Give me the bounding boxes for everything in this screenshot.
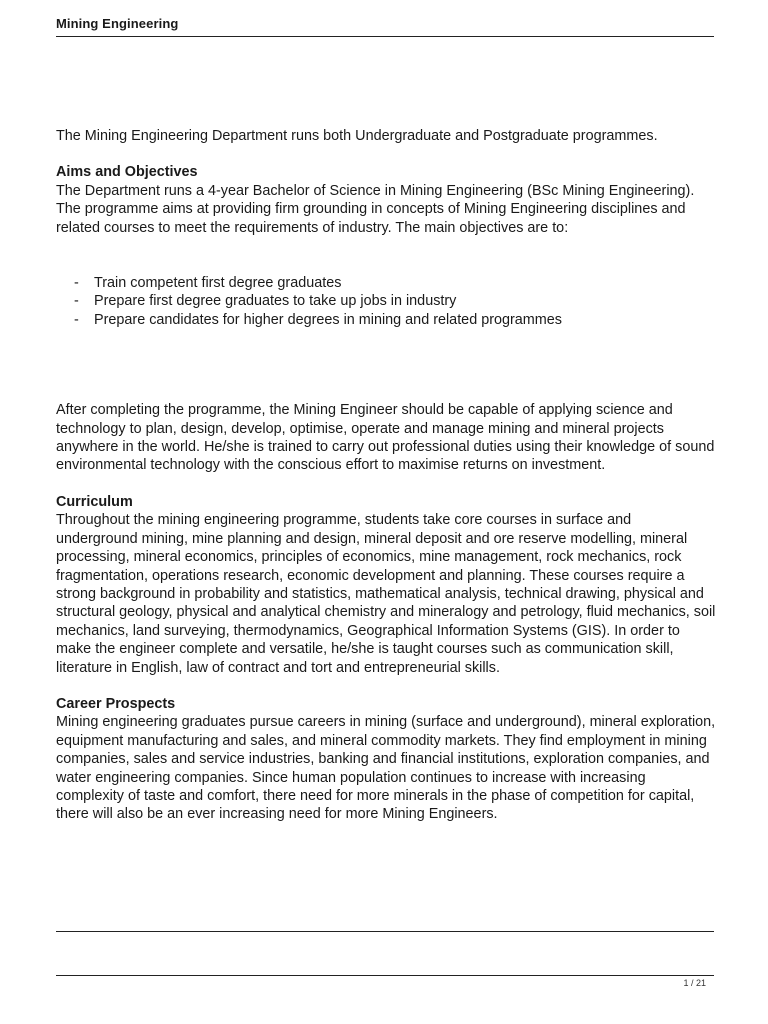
content-bottom-rule bbox=[56, 931, 714, 932]
list-item-text: Prepare first degree graduates to take up jobs in industry bbox=[94, 293, 457, 310]
running-header-title: Mining Engineering bbox=[56, 16, 179, 31]
after-programme-paragraph: After completing the programme, the Mining Engineer should be capable of applying science and technology to plan, design, develop, optimise, operate and manage mining and mineral projects anywhere in the world. He/she is trained to carry out professional duties using their knowledge of sound environmental technology with the conscious effort to maximise returns on investment. bbox=[56, 402, 715, 474]
list-item bbox=[74, 311, 716, 329]
aims-heading: Aims and Objectives bbox=[56, 164, 198, 181]
footer-rule bbox=[56, 975, 714, 976]
spacer bbox=[56, 237, 716, 274]
page-content bbox=[56, 127, 716, 824]
list-item-text: Prepare candidates for higher degrees in mining and related programmes bbox=[94, 311, 562, 328]
list-item bbox=[74, 292, 716, 310]
objectives-list bbox=[56, 274, 716, 329]
career-heading: Career Prospects bbox=[56, 695, 176, 712]
list-item-text: Train competent first degree graduates bbox=[94, 275, 342, 292]
running-header bbox=[56, 14, 714, 37]
career-paragraph: Mining engineering graduates pursue careers in mining (surface and underground), mineral exploration, equipment manufacturing and sales, and mineral commodity markets. They find employment in mining companies, sales and service industries, banking and financial institutions, exploration companies, and water engineering companies. Since human population continues to increase with increasing complexity of taste and comfort, there need for more minerals in the phase of competition for capital, there will also be an ever increasing need for more Mining Engineers. bbox=[56, 714, 716, 823]
list-dash: - bbox=[74, 293, 79, 310]
page-number: 1 / 21 bbox=[683, 978, 706, 988]
intro-paragraph: The Mining Engineering Department runs both Undergraduate and Postgraduate programmes. bbox=[56, 128, 658, 144]
spacer bbox=[56, 329, 716, 401]
list-dash: - bbox=[74, 275, 79, 292]
curriculum-heading: Curriculum bbox=[56, 493, 133, 510]
spacer bbox=[56, 677, 716, 695]
aims-paragraph: The Department runs a 4-year Bachelor of Science in Mining Engineering (BSc Mining Engineering). The programme aims at providing firm grounding in concepts of Mining Engineering disciplines and related courses to meet the requirements of industry. The main objectives are to: bbox=[56, 182, 695, 236]
curriculum-paragraph: Throughout the mining engineering programme, students take core courses in surface and underground mining, mine planning and design, mineral deposit and ore reserve modelling, mineral processing, mineral economics, principles of economics, mine management, rock mechanics, rock fragmentation, operations research, economic development and planning. These courses require a strong background in probability and statistics, mathematical analysis, technical drawing, physical and structural geology, physical and analytical chemistry and mineralogy and petrology, fluid mechanics, soil mechanics, land surveying, thermodynamics, Geographical Information Systems (GIS). In order to make the engineer complete and versatile, he/she is taught courses such as communication skill, literature in English, law of contract and tort and entrepreneurial skills. bbox=[56, 512, 716, 676]
spacer bbox=[56, 475, 716, 493]
list-item bbox=[74, 274, 716, 292]
list-dash: - bbox=[74, 311, 79, 328]
